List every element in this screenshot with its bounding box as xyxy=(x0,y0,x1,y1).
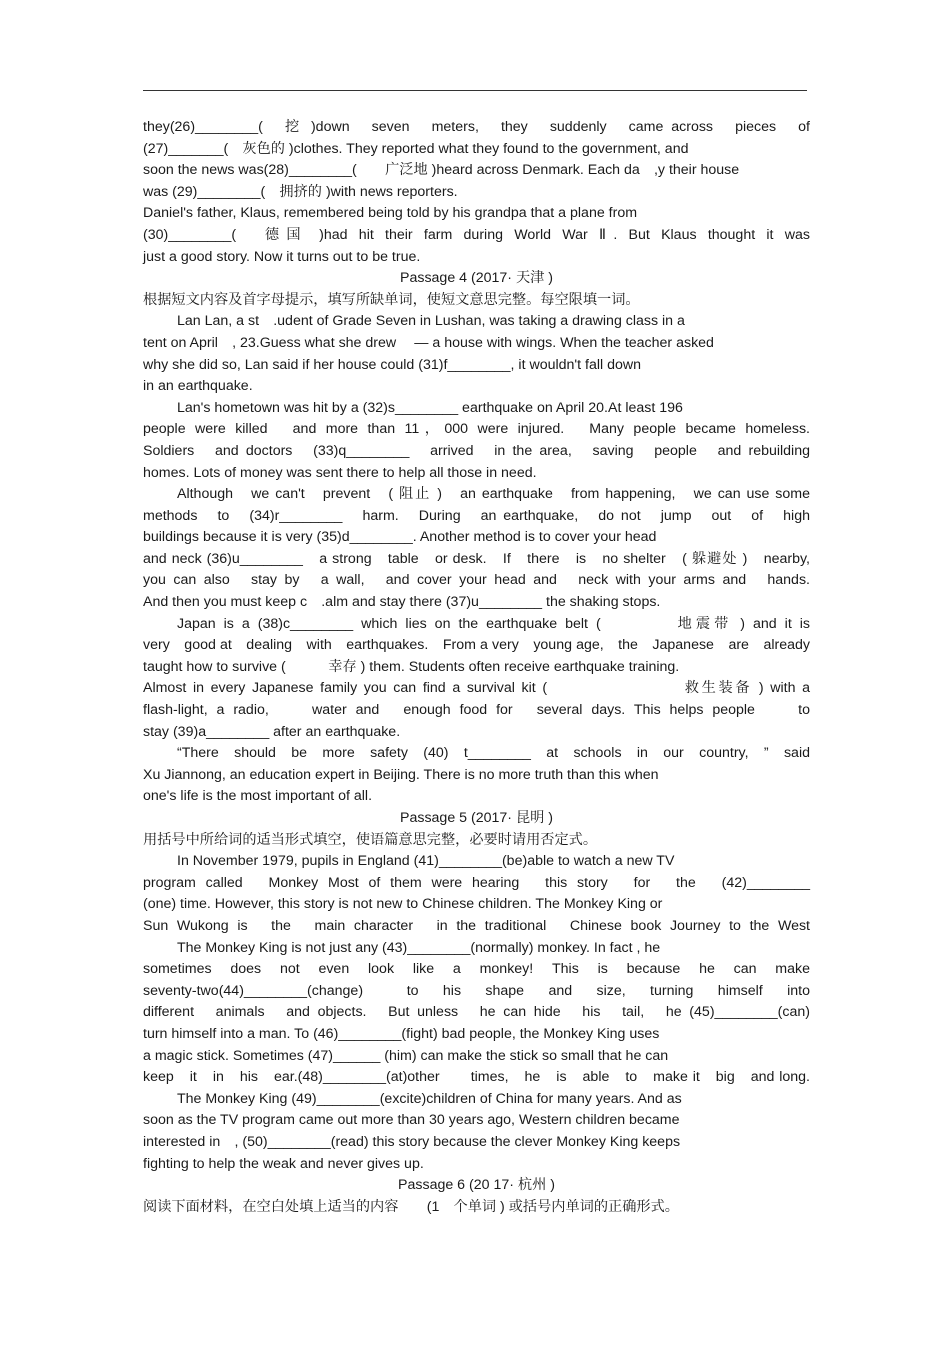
text-line: Soldiers and doctors (33)q________ arrived in the area, saving people and rebuilding xyxy=(143,442,810,459)
text-line: homes. Lots of money was sent there to help all those in need. xyxy=(143,464,537,481)
text-line: Sun Wukong is the main character in the traditional Chinese book Journey to the West xyxy=(143,917,810,934)
text-line: soon as the TV program came out more than 30 years ago, Western children became xyxy=(143,1112,680,1129)
text-line: Lan Lan, a st .udent of Grade Seven in Lushan, was taking a drawing class in a xyxy=(177,313,685,330)
text-line: 根据短文内容及首字母提示，填写所缺单词，使短文意思完整。每空限填一词。 xyxy=(143,291,640,308)
text-line: very good at dealing with earthquakes. From a very young age, the Japanese are already xyxy=(143,637,810,654)
text-line: Although we can't prevent ( 阻止 ) an earthquake from happening, we can use some xyxy=(177,486,810,503)
text-line: fighting to help the weak and never gives up. xyxy=(143,1155,424,1172)
text-line: Lan's hometown was hit by a (32)s________ earthquake on April 20.At least 196 xyxy=(177,399,683,416)
text-line: a magic stick. Sometimes (47)______ (him) can make the stick so small that he can xyxy=(143,1047,669,1064)
text-line: taught how to survive ( 幸存 ) them. Students often receive earthquake training. xyxy=(143,658,680,675)
document-page xyxy=(143,117,810,1218)
text-line: 阅读下面材料，在空白处填上适当的内容 (1 个单词 ) 或括号内单词的正确形式。 xyxy=(143,1198,679,1215)
text-line: was (29)________( 拥挤的 )with news reporters. xyxy=(143,183,458,200)
text-line: soon the news was(28)________( 广泛地 )heard across Denmark. Each da ,y their house xyxy=(143,162,740,179)
text-line: they(26)________( 挖 )down seven meters, they suddenly came across pieces of xyxy=(143,119,810,135)
text-line: (one) time. However, this story is not new to Chinese children. The Monkey King or xyxy=(143,896,663,913)
passage-heading: Passage 6 (20 17· 杭州 ) xyxy=(398,1177,555,1194)
text-line: Almost in every Japanese family you can find a survival kit ( 救生装备 ) with a xyxy=(143,680,810,697)
text-line: (30)________( 德国 )had hit their farm during World War Ⅱ. But Klaus thought it was xyxy=(143,226,810,243)
text-line: and neck (36)u________ a strong table or desk. If there is no shelter ( 躲避处 ) nearby, xyxy=(143,550,810,567)
text-line: turn himself into a man. To (46)________(fight) bad people, the Monkey King uses xyxy=(143,1025,660,1042)
text-line: seventy-two(44)________(change) to his shape and size, turning himself into xyxy=(143,982,810,999)
text-line: Japan is a (38)c________ which lies on the earthquake belt ( 地震带 ) and it is xyxy=(177,615,810,632)
text-line: one's life is the most important of all. xyxy=(143,788,373,805)
text-line: you can also stay by a wall, and cover your head and neck with your arms and hands. xyxy=(143,572,810,589)
text-line: just a good story. Now it turns out to be true. xyxy=(143,248,421,265)
header-rule xyxy=(143,90,807,91)
text-line: Xu Jiannong, an education expert in Beijing. There is no more truth than this when xyxy=(143,766,659,783)
text-line: In November 1979, pupils in England (41)________(be)able to watch a new TV xyxy=(177,853,675,870)
text-line: And then you must keep c .alm and stay there (37)u________ the shaking stops. xyxy=(143,594,661,611)
text-line: tent on April , 23.Guess what she drew — a house with wings. When the teacher asked xyxy=(143,334,714,351)
text-line: sometimes does not even look like a monkey! This is because he can make xyxy=(143,961,810,978)
passage-heading: Passage 5 (2017· 昆明 ) xyxy=(400,810,553,826)
text-line: why she did so, Lan said if her house could (31)f________, it wouldn't fall down xyxy=(143,356,642,373)
text-line: The Monkey King (49)________(excite)children of China for many years. And as xyxy=(177,1090,682,1107)
text-line: in an earthquake. xyxy=(143,378,253,395)
text-line: (27)_______( 灰色的 )clothes. They reported what they found to the government, and xyxy=(143,140,689,157)
text-line: program called Monkey Most of them were hearing this story for the (42)________ xyxy=(143,874,810,891)
text-line: keep it in his ear.(48)________(at)other times, he is able to make it big and long. xyxy=(143,1069,810,1086)
passage-heading: Passage 4 (2017· 天津 ) xyxy=(400,270,553,287)
text-line: 用括号中所给词的适当形式填空，使语篇意思完整，必要时请用否定式。 xyxy=(143,831,598,848)
text-line: Daniel's father, Klaus, remembered being told by his grandpa that a plane from xyxy=(143,205,638,222)
text-line: interested in , (50)________(read) this story because the clever Monkey King keeps xyxy=(143,1133,681,1150)
text-line: methods to (34)r________ harm. During an earthquake, do not jump out of high xyxy=(143,507,810,524)
text-line: different animals and objects. But unless he can hide his tail, he (45)________(can) xyxy=(143,1004,810,1021)
text-line: flash-light, a radio, water and enough food for several days. This helps people to xyxy=(143,702,810,719)
text-line: The Monkey King is not just any (43)________(normally) monkey. In fact , he xyxy=(177,939,661,956)
text-line: people were killed and more than 11，000 were injured. Many people became homeless. xyxy=(143,421,810,438)
text-line: “There should be more safety (40) t________ at schools in our country, ” said xyxy=(177,745,810,762)
text-line: stay (39)a________ after an earthquake. xyxy=(143,723,401,740)
text-line: buildings because it is very (35)d________. Another method is to cover your head xyxy=(143,529,657,546)
